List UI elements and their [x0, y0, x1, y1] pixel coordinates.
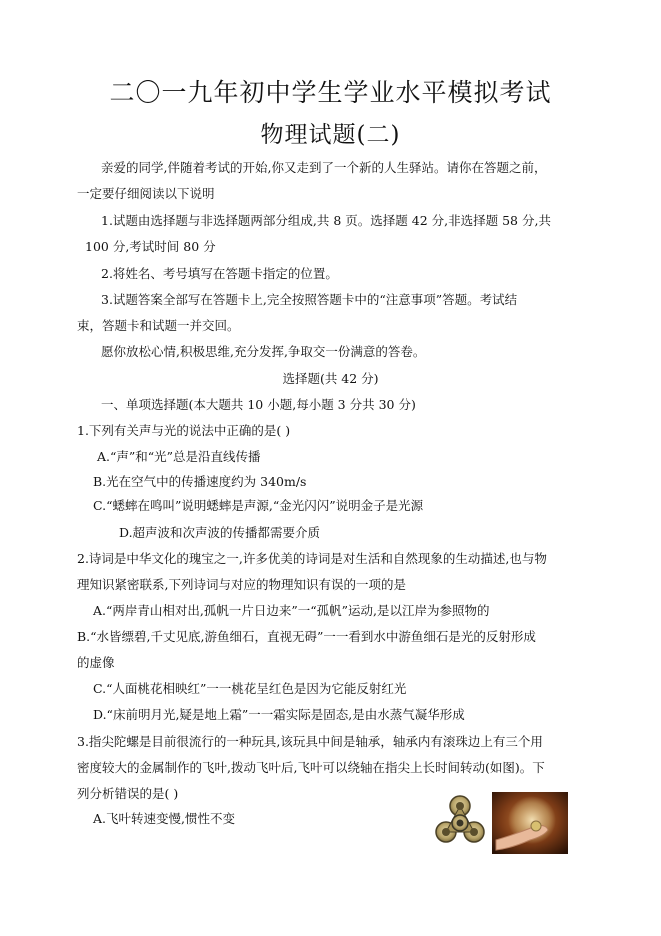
- q2-stem-line-2: 理知识紧密联系,下列诗词与对应的物理知识有误的一项的是: [77, 577, 406, 592]
- fidget-spinner-figure: [432, 790, 570, 855]
- fidget-spinner-image: [432, 790, 570, 855]
- q1-option-b: B.光在空气中的传播速度约为 340m/s: [93, 474, 307, 489]
- q1-stem: 1.下列有关声与光的说法中正确的是( ): [77, 423, 291, 438]
- part-heading: 一、单项选择题(本大题共 10 小题,每小题 3 分共 30 分): [101, 397, 416, 412]
- spinner-photo: [492, 792, 568, 854]
- q2-option-b-line-2: 的虚像: [77, 655, 115, 670]
- q1-option-a: A.“声”和“光”总是沿直线传播: [97, 449, 261, 464]
- q3-stem-line-1: 3.指尖陀螺是目前很流行的一种玩具,该玩具中间是轴承，轴承内有滚珠边上有三个用: [77, 734, 543, 749]
- q1-option-c: C.“蟋蟀在鸣叫”说明蟋蟀是声源,“金光闪闪”说明金子是光源: [93, 498, 424, 513]
- rule-2: 2.将姓名、考号填写在答题卡指定的位置。: [101, 266, 338, 281]
- exam-subtitle: 物理试题(二): [260, 122, 401, 148]
- q2-option-b-line-1: B.“水皆缥碧,千丈见底,游鱼细石，直视无碍”一一看到水中游鱼细石是光的反射形成: [77, 629, 536, 644]
- spinner-static: [436, 796, 484, 842]
- rule-1-line-1: 1.试题由选择题与非选择题两部分组成,共 8 页。选择题 42 分,非选择题 58 分,共: [101, 213, 551, 228]
- section-heading: 选择题(共 42 分): [282, 371, 379, 386]
- q2-stem-line-1: 2.诗词是中华文化的瑰宝之一,许多优美的诗词是对生活和自然现象的生动描述,也与物: [77, 551, 547, 566]
- wish-line: 愿你放松心情,积极思维,充分发挥,争取交一份满意的答卷。: [101, 344, 426, 359]
- rule-1-line-2: 100 分,考试时间 80 分: [85, 239, 216, 254]
- rule-3-line-1: 3.试题答案全部写在答题卡上,完全按照答题卡中的“注意事项”答题。考试结: [101, 292, 518, 307]
- q3-stem-line-3: 列分析错误的是( ): [77, 786, 179, 801]
- rule-3-line-2: 束，答题卡和试题一并交回。: [77, 318, 240, 333]
- intro-line-1: 亲爱的同学,伴随着考试的开始,你又走到了一个新的人生驿站。请你在答题之前，: [101, 160, 547, 175]
- q2-option-a: A.“两岸青山相对出,孤帆一片日边来”一“孤帆”运动,是以江岸为参照物的: [93, 603, 490, 618]
- exam-title: 二〇一九年初中学生学业水平模拟考试: [109, 78, 552, 107]
- q3-stem-line-2: 密度较大的金属制作的飞叶,拨动飞叶后,飞叶可以绕轴在指尖上长时间转动(如图)。下: [77, 760, 545, 775]
- intro-line-2: 一定要仔细阅读以下说明: [77, 186, 215, 201]
- q2-option-d: D.“床前明月光,疑是地上霜”一一霜实际是固态,是由水蒸气凝华形成: [93, 707, 465, 722]
- q1-option-d: D.超声波和次声波的传播都需要介质: [119, 525, 321, 540]
- q2-option-c: C.“人面桃花相映红”一一桃花呈红色是因为它能反射红光: [93, 681, 407, 696]
- q3-option-a: A.飞叶转速变慢,惯性不变: [93, 811, 235, 826]
